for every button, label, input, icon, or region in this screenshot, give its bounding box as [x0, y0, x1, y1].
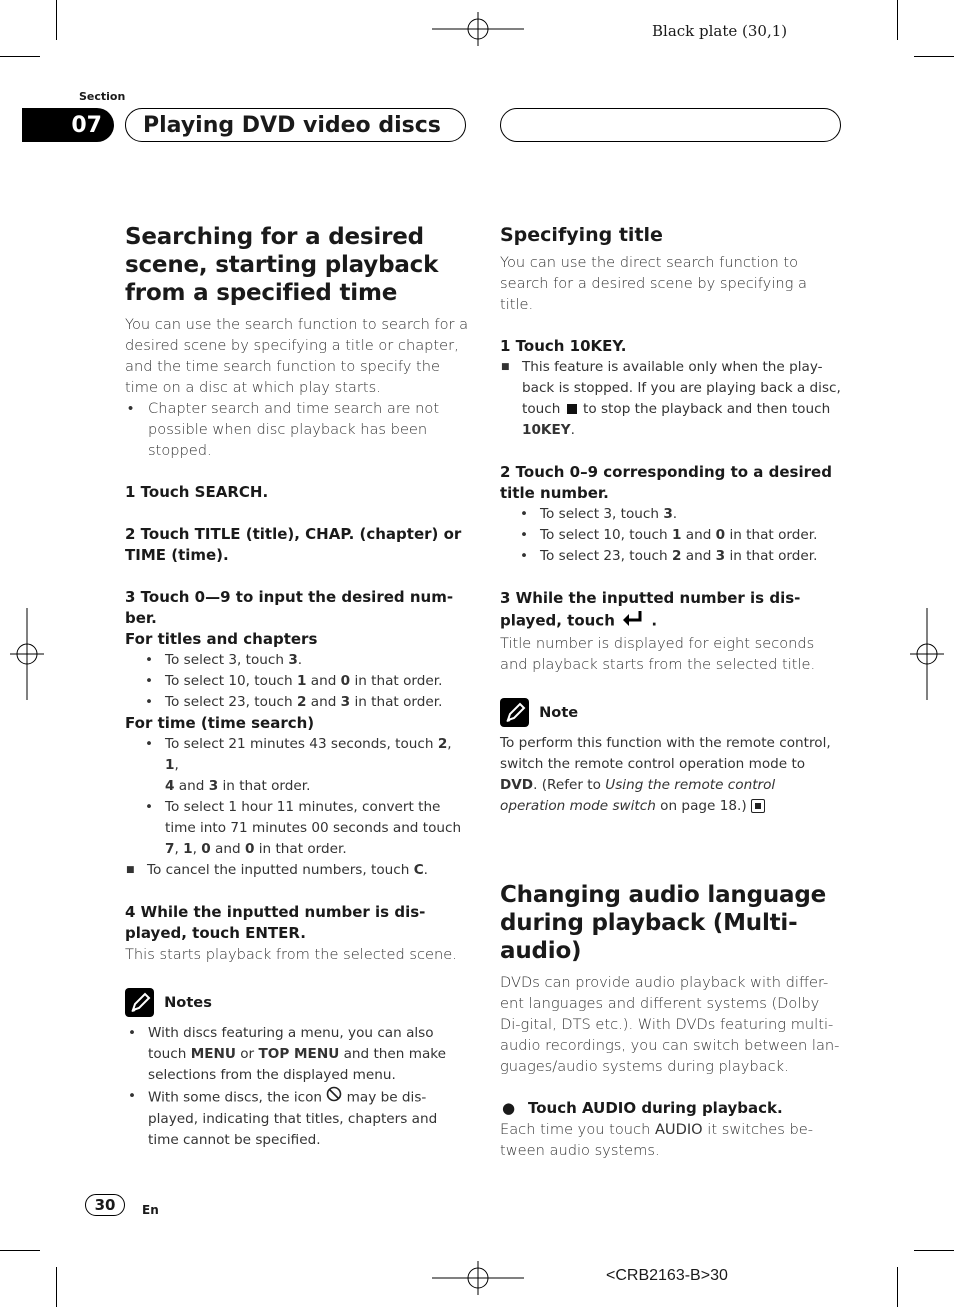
notes-header	[125, 988, 469, 1017]
cancel-note: ■ To cancel the inputted numbers, touch C.	[125, 860, 469, 881]
step-3-line2: ber.	[125, 609, 157, 627]
registration-mark-right	[910, 608, 944, 700]
prohibited-icon	[326, 1086, 342, 1109]
right-heading-2: Changing audio language during playback (Multi-audio)	[500, 882, 826, 964]
right-step-3-text: Title number is displayed for eight seconds and playback starts from the selected title.	[500, 635, 816, 673]
section-blank-box	[500, 108, 841, 142]
crop-mark	[914, 1250, 954, 1251]
crop-mark	[0, 56, 40, 57]
section-number-badge: 07	[22, 108, 114, 142]
crop-mark	[56, 0, 57, 40]
enter-icon	[620, 609, 646, 633]
left-heading: Searching for a desired scene, starting playback from a specified time	[125, 224, 439, 306]
step-4-line1: 4 While the inputted number is dis-	[125, 903, 426, 921]
step-4-text: This starts playback from the selected scene.	[125, 946, 457, 963]
list-item: • To select 3, touch 3.	[517, 504, 844, 525]
right-step-3-line2: played, touch .	[500, 609, 844, 633]
list-item: • To select 3, touch 3.	[142, 650, 469, 671]
note-header	[500, 698, 844, 727]
step-1: 1 Touch SEARCH.	[125, 483, 269, 501]
step-3-line1: 3 Touch 0—9 to input the desired num-	[125, 588, 454, 606]
list-item: • To select 1 hour 11 minutes, convert the time into 71 minutes 00 seconds and touch 7, 1, 0 and 0 in that order.	[142, 797, 469, 860]
right-intro-2: DVDs can provide audio playback with differ-ent languages and different systems (Dolby Di-gital, DTS etc.). With DVDs featuring multi-audio recordings, you can switch between lan-guages/audio systems during playback.	[500, 974, 840, 1075]
crop-mark	[897, 0, 898, 40]
registration-mark-bottom	[432, 1261, 524, 1295]
right-heading-1: Specifying title	[500, 224, 663, 246]
pencil-icon	[125, 988, 154, 1017]
sub-heading-titles: For titles and chapters	[125, 630, 318, 648]
crop-mark	[914, 56, 954, 57]
note-text: To perform this function with the remote control, switch the remote control operation mode to DVD. (Refer to Using the remote control operation mode switch on page 18.)	[500, 735, 831, 814]
section-label: Section	[79, 90, 126, 103]
language-label: En	[142, 1203, 159, 1217]
step-4-line2: played, touch ENTER.	[125, 924, 306, 942]
note-title: Note	[539, 704, 579, 721]
stop-icon	[567, 404, 577, 414]
right-step-2-line1: 2 Touch 0–9 corresponding to a desired	[500, 463, 832, 481]
list-item: • To select 10, touch 1 and 0 in that order.	[517, 525, 844, 546]
notes-title: Notes	[164, 994, 212, 1011]
plate-label: Black plate (30,1)	[652, 22, 788, 40]
list-item: • To select 23, touch 2 and 3 in that order.	[142, 692, 469, 713]
note-item: • With some discs, the icon may be dis-played, indicating that titles, chapters and time cannot be specified.	[125, 1086, 469, 1151]
registration-mark-left	[10, 608, 44, 700]
left-intro-bullet: • Chapter search and time search are not possible when disc playback has been stopped.	[125, 398, 469, 461]
pencil-icon	[500, 698, 529, 727]
left-column	[125, 223, 469, 1151]
list-item: • To select 10, touch 1 and 0 in that order.	[142, 671, 469, 692]
audio-text: Each time you touch AUDIO it switches be-tween audio systems.	[500, 1121, 814, 1159]
audio-step: ● Touch AUDIO during playback.	[502, 1099, 783, 1117]
right-step-1: 1 Touch 10KEY.	[500, 337, 627, 355]
registration-mark-top	[432, 12, 524, 46]
right-step-1-note: ■ This feature is available only when the play-back is stopped. If you are playing back a disc, touch to stop the playback and then touch 10KEY.	[500, 357, 844, 441]
sub-heading-time: For time (time search)	[125, 714, 315, 732]
step-2: 2 Touch TITLE (title), CHAP. (chapter) or TIME (time).	[125, 525, 462, 564]
crop-mark	[0, 1250, 40, 1251]
crop-mark	[56, 1267, 57, 1307]
end-mark-icon	[751, 799, 765, 813]
left-intro: You can use the search function to search for a desired scene by specifying a title or chapter, and the time search function to specify the time on a disc at which play starts.	[125, 316, 469, 396]
document-code: <CRB2163-B>30	[606, 1267, 728, 1284]
right-step-3-line1: 3 While the inputted number is dis-	[500, 589, 801, 607]
list-item: • To select 23, touch 2 and 3 in that order.	[517, 546, 844, 567]
crop-mark	[897, 1267, 898, 1307]
list-item: • To select 21 minutes 43 seconds, touch 2, 1, 4 and 3 in that order.	[142, 734, 469, 797]
right-step-2-line2: title number.	[500, 484, 609, 502]
section-title: Playing DVD video discs	[125, 108, 466, 142]
note-item: • With discs featuring a menu, you can also touch MENU or TOP MENU and then make selections from the displayed menu.	[125, 1023, 469, 1086]
page-number: 30	[85, 1194, 125, 1216]
right-column	[500, 223, 844, 1161]
right-intro-1: You can use the direct search function to search for a desired scene by specifying a title.	[500, 254, 807, 313]
